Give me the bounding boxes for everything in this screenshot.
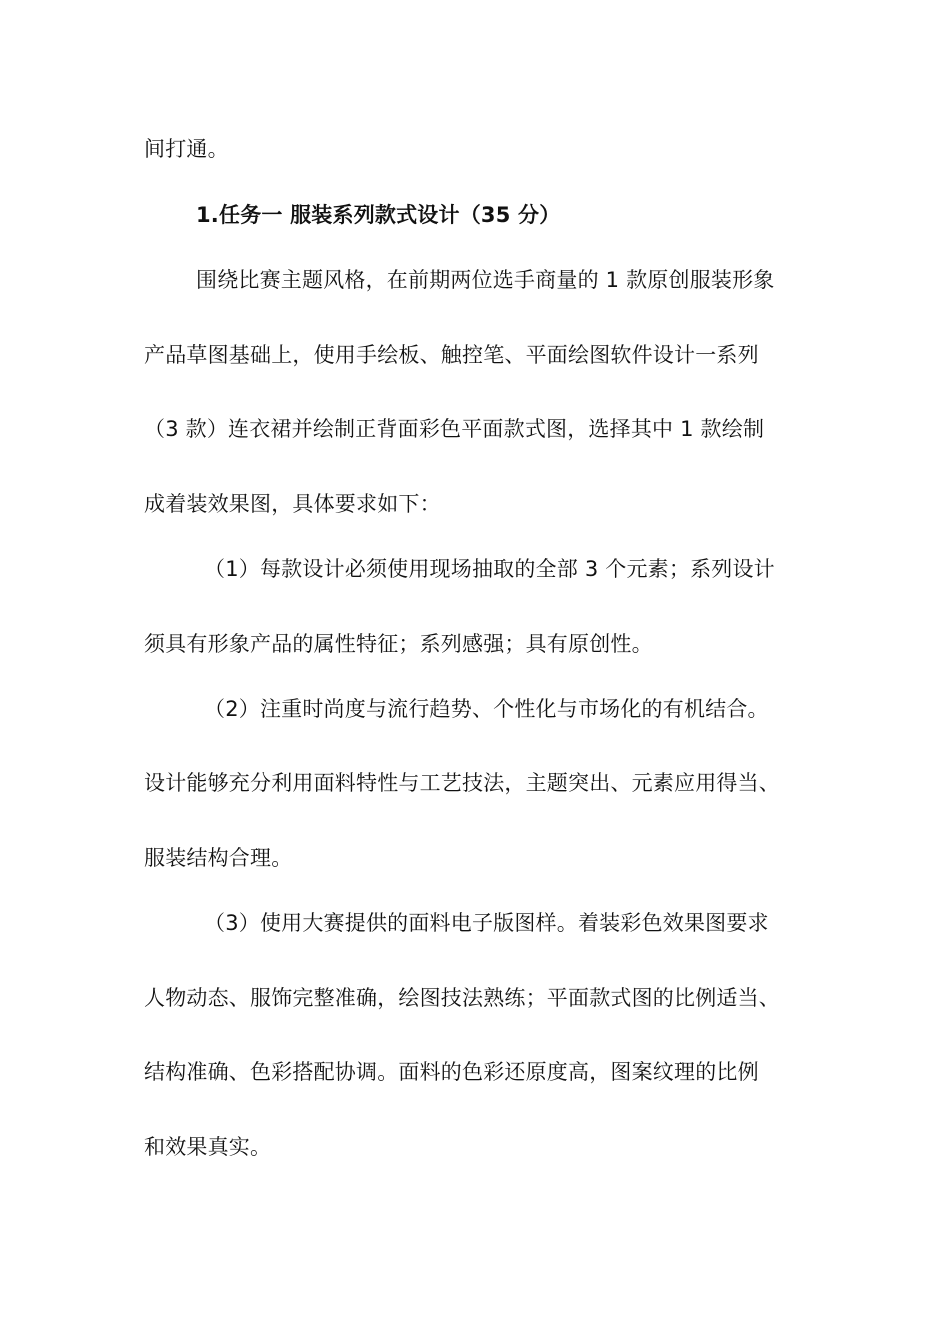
- list-item-1: （1）每款设计必须使用现场抽取的全部 3 个元素；系列设计: [204, 557, 775, 581]
- paragraph-line: 结构准确、色彩搭配协调。面料的色彩还原度高，图案纹理的比例: [144, 1060, 759, 1084]
- list-item-3: （3）使用大赛提供的面料电子版图样。着装彩色效果图要求: [204, 911, 769, 935]
- paragraph-line: （3 款）连衣裙并绘制正背面彩色平面款式图，选择其中 1 款绘制: [144, 417, 765, 441]
- paragraph-line: 成着装效果图，具体要求如下：: [144, 492, 441, 516]
- paragraph-line: 产品草图基础上，使用手绘板、触控笔、平面绘图软件设计一系列: [144, 343, 759, 367]
- paragraph-line: 须具有形象产品的属性特征；系列感强；具有原创性。: [144, 632, 653, 656]
- paragraph-line: 设计能够充分利用面料特性与工艺技法，主题突出、元素应用得当、: [144, 771, 780, 795]
- paragraph-line: 围绕比赛主题风格，在前期两位选手商量的 1 款原创服装形象: [196, 268, 775, 292]
- section-heading: 1.任务一 服装系列款式设计（35 分）: [196, 203, 561, 227]
- paragraph-line: 服装结构合理。: [144, 846, 293, 870]
- list-item-2: （2）注重时尚度与流行趋势、个性化与市场化的有机结合。: [204, 697, 769, 721]
- paragraph-line: 和效果真实。: [144, 1135, 272, 1159]
- paragraph-line: 人物动态、服饰完整准确，绘图技法熟练；平面款式图的比例适当、: [144, 986, 780, 1010]
- paragraph-line: 间打通。: [144, 137, 229, 161]
